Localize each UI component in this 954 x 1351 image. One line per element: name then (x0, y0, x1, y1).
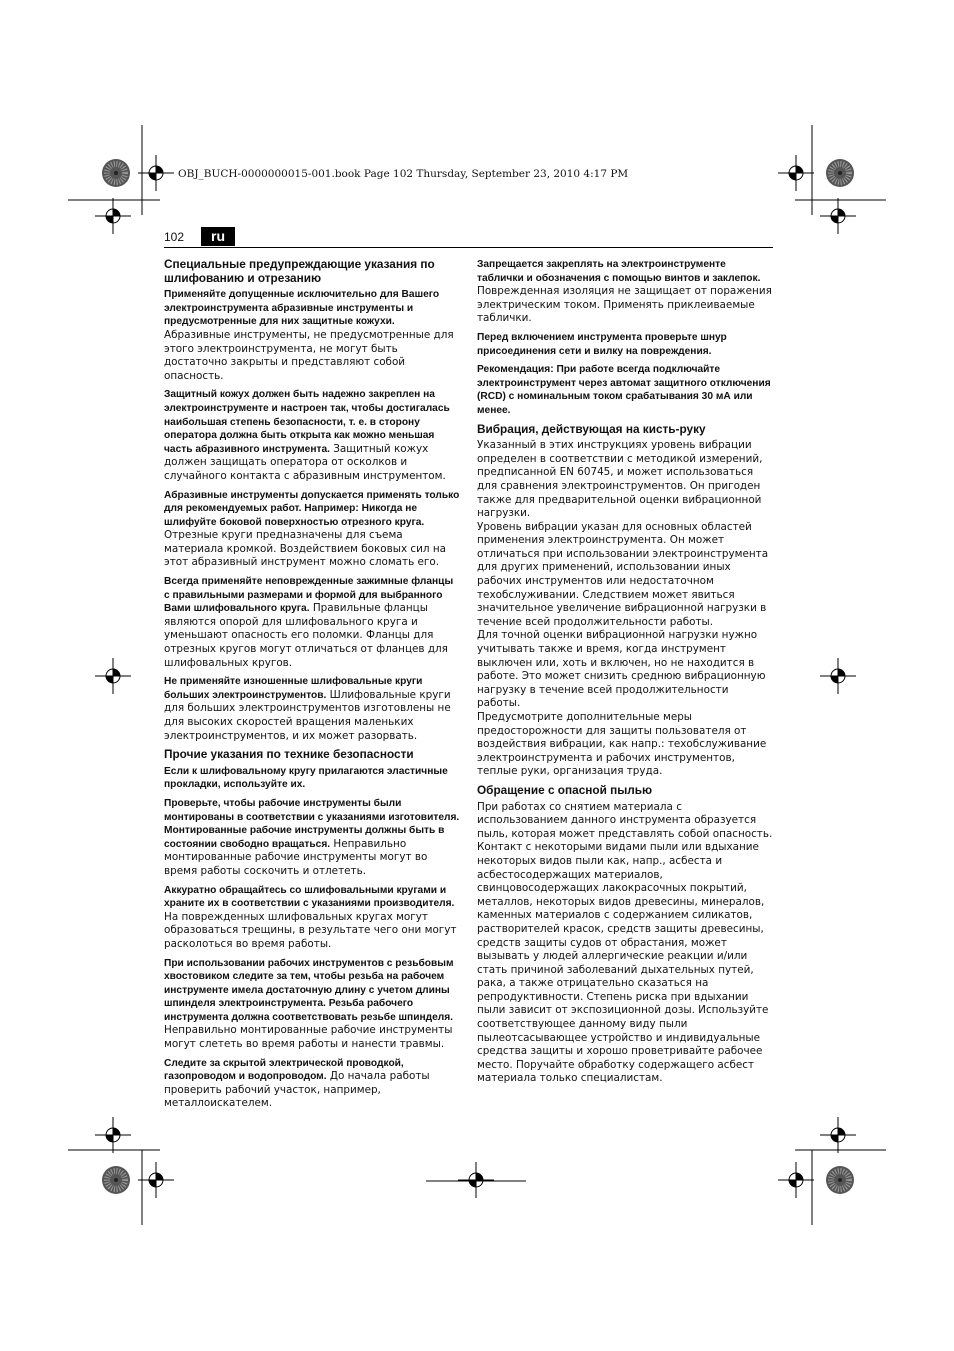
paragraph (164, 575, 460, 670)
registration-crosshair-icon (778, 155, 814, 191)
paragraph (477, 331, 775, 358)
paragraph (164, 288, 460, 383)
paragraph-text: Для точной оценки вибрационной нагрузки нужно учитывать также и время, когда инструмент выключен или, хоть и включен, но не находится в работе. Это может снизить среднюю вибрационную нагрузку в течение всей продолжительности работы. (477, 629, 766, 710)
warning-bold: Рекомендация: При работе всегда подключайте электроинструмент через автомат защитного отключения (RCD) с номинальным током срабатывания 30 мА или менее. (477, 364, 771, 416)
language-tab: ru (201, 227, 235, 246)
paragraph (164, 1057, 460, 1111)
paragraph (477, 258, 775, 326)
color-wheel-icon (825, 158, 855, 188)
registration-crosshair-icon (820, 198, 856, 234)
paragraph (477, 363, 775, 417)
color-wheel-icon (825, 1165, 855, 1195)
warning-bold: Защитный кожух должен быть надежно закреплен на электроинструменте и настроен так, чтобы достигалась наибольшая степень безопасности, т. е. в сторону оператора должна быть открыта как можно меньшая часть абразивного инструмента. (164, 389, 450, 455)
section-heading-grinding: Специальные предупреждающие указания по шлифованию и отрезанию (164, 257, 435, 285)
registration-line (426, 1180, 526, 1182)
page-number: 102 (164, 230, 185, 244)
warning-bold: Не применяйте изношенные шлифовальные круги больших электроинструментов. (164, 676, 423, 701)
paragraph-text: Поврежденная изоляция не защищает от поражения электрическим током. Применять приклеиваемые таблички. (477, 285, 772, 325)
section-heading-other-safety: Прочие указания по технике безопасности (164, 747, 414, 762)
warning-bold: Если к шлифовальному кругу прилагаются эластичные прокладки, используйте их. (164, 765, 448, 791)
warning-bold: Проверьте, чтобы рабочие инструменты были монтированы в соответствии с указаниями изготовителя. Монтированные рабочие инструменты должны быть в состоянии свободно вращаться. (164, 797, 460, 850)
paragraph-text: На поврежденных шлифовальных кругах могут образоваться трещины, в результате чего они могут расколоться во время работы. (164, 910, 457, 950)
registration-crosshair-icon (95, 1117, 131, 1153)
warning-bold: Аккуратно обращайтесь со шлифовальными кругами и храните их в соответствии с указаниями производителя. (164, 884, 455, 910)
paragraph (164, 388, 460, 483)
registration-crosshair-icon (138, 1162, 174, 1198)
warning-bold: Перед включением инструмента проверьте шнур присоединения сети и вилку на повреждения. (477, 331, 727, 357)
paragraph-text: Предусмотрите дополнительные меры предосторожности для защиты пользователя от воздействия вибрации, как напр.: техобслуживание электроинструмента и рабочих инструментов, теплые руки, организация труда. (477, 711, 767, 778)
paragraph-text: Указанный в этих инструкциях уровень вибрации определен в соответствии с методикой измерений, предписанной EN 60745, и может использоваться для сравнения электроинструментов. Он пригоден также для предварительной оценки вибрационной нагрузки. (477, 439, 763, 520)
paragraph-text: Шлифовальные круги для больших электроинструментов изготовлены не для высоких скоростей вращения маленьких электроинструментов, и их может разорвать. (164, 688, 451, 742)
paragraph-text: Неправильно монтированные рабочие инструменты могут слететь во время работы и нанести травмы. (164, 1024, 453, 1051)
warning-bold: Запрещается закреплять на электроинструменте таблички и обозначения с помощью винтов и заклепок. (477, 259, 761, 284)
warning-bold: При использовании рабочих инструментов с резьбовым хвостовиком следите за тем, чтобы резьба на рабочем инструменте имела достаточную длину с учетом длины шпинделя электроинструмента. Резьба рабочего инструмента должна соответствовать резьбе шпинделя. (164, 957, 454, 1023)
registration-crosshair-icon (95, 198, 131, 234)
registration-crosshair-icon (820, 658, 856, 694)
paragraph (164, 957, 460, 1052)
warning-bold: Применяйте допущенные исключительно для Вашего электроинструмента абразивные инструменты и предусмотренные для них защитные кожухи. (164, 289, 440, 328)
warning-bold: Всегда применяйте неповрежденные зажимные фланцы с правильными размерами и формой для выбранного Вами шлифовального круга. (164, 576, 454, 615)
paragraph (164, 765, 460, 792)
paragraph-text: Неправильно монтированные рабочие инструменты могут во время работы соскочить и отлететь. (164, 837, 428, 877)
color-wheel-icon (101, 158, 131, 188)
warning-bold: Абразивные инструменты допускается применять только для рекомендуемых работ. Например: Никогда не шлифуйте боковой поверхностью отрезного круга. (164, 489, 460, 528)
header-rule (164, 247, 773, 248)
section-heading-vibration: Вибрация, действующая на кисть-руку (477, 421, 706, 436)
registration-crosshair-icon (95, 658, 131, 694)
paragraph-text: Абразивные инструменты, не предусмотренные для этого электроинструмента, не могут быть достаточно закрыты и представляют собой опасность. (164, 328, 454, 382)
paragraph-text: Уровень вибрации указан для основных областей применения электроинструмента. Он может отличаться при использовании электроинструмента для других применений, использовании иных рабочих инструментов или недостаточном техобслуживании. Следствием может явиться значительное увеличение вибрационной нагрузки в течение всей продолжительности работы. (477, 520, 769, 628)
paragraph-text: До начала работы проверить рабочий участок, например, металлоискателем. (164, 1070, 430, 1110)
book-slug-line: OBJ_BUCH-0000000015-001.book Page 102 Thursday, September 23, 2010 4:17 PM (178, 168, 629, 180)
paragraph-text: Правильные фланцы являются опорой для шлифовального круга и уменьшают опасность его поломки. Фланцы для отрезных кругов могут отличаться от фланцев для шлифовальных кругов. (164, 602, 448, 669)
registration-crosshair-icon (778, 1162, 814, 1198)
registration-crosshair-icon (820, 1117, 856, 1153)
paragraph (164, 675, 460, 743)
paragraph-text: Отрезные круги предназначены для съема материала кромкой. Воздействием боковых сил на этот абразивный инструмент можно сломать его. (164, 529, 447, 569)
paragraph (164, 489, 460, 571)
paragraph-text: Контакт с некоторыми видами пыли или вдыхание некоторых видов пыли как, напр., асбеста и асбестосодержащих материалов, свинцовосодержащих лакокрасочных покрытий, металлов, некоторых видов древесины, минералов, каменных материалов с содержанием силикатов, растворителей красок, средств защиты древесины, средств защиты судов от обрастания, может вызывать у людей аллергические реакции и/или стать причиной заболеваний дыхательных путей, рака, а также отрицательно сказаться на репродуктивности. Степень риска при вдыхании пыли зависит от экспозиционной дозы. Используйте соответствующее данному виду пыли пылеотсасывающее устройство и индивидуальные средства защиты и хорошо проветривайте рабочее место. Поручайте обработку содержащего асбест материала только специалистам. (477, 841, 769, 1085)
left-column (164, 258, 460, 1116)
warning-bold: Следите за скрытой электрической проводкой, газопроводом и водопроводом. (164, 1057, 404, 1083)
color-wheel-icon (101, 1165, 131, 1195)
paragraph-text: При работах со снятием материала с использованием данного инструмента образуется пыль, которая может представлять собой опасность. (477, 800, 773, 840)
right-column (477, 258, 775, 1086)
section-heading-dust: Обращение с опасной пылью (477, 782, 653, 797)
paragraph-text: Защитный кожух должен защищать оператора от осколков и случайного контакта с абразивным инструментом. (164, 442, 446, 482)
paragraph (164, 884, 460, 952)
registration-crosshair-icon (138, 155, 174, 191)
paragraph (164, 797, 460, 879)
